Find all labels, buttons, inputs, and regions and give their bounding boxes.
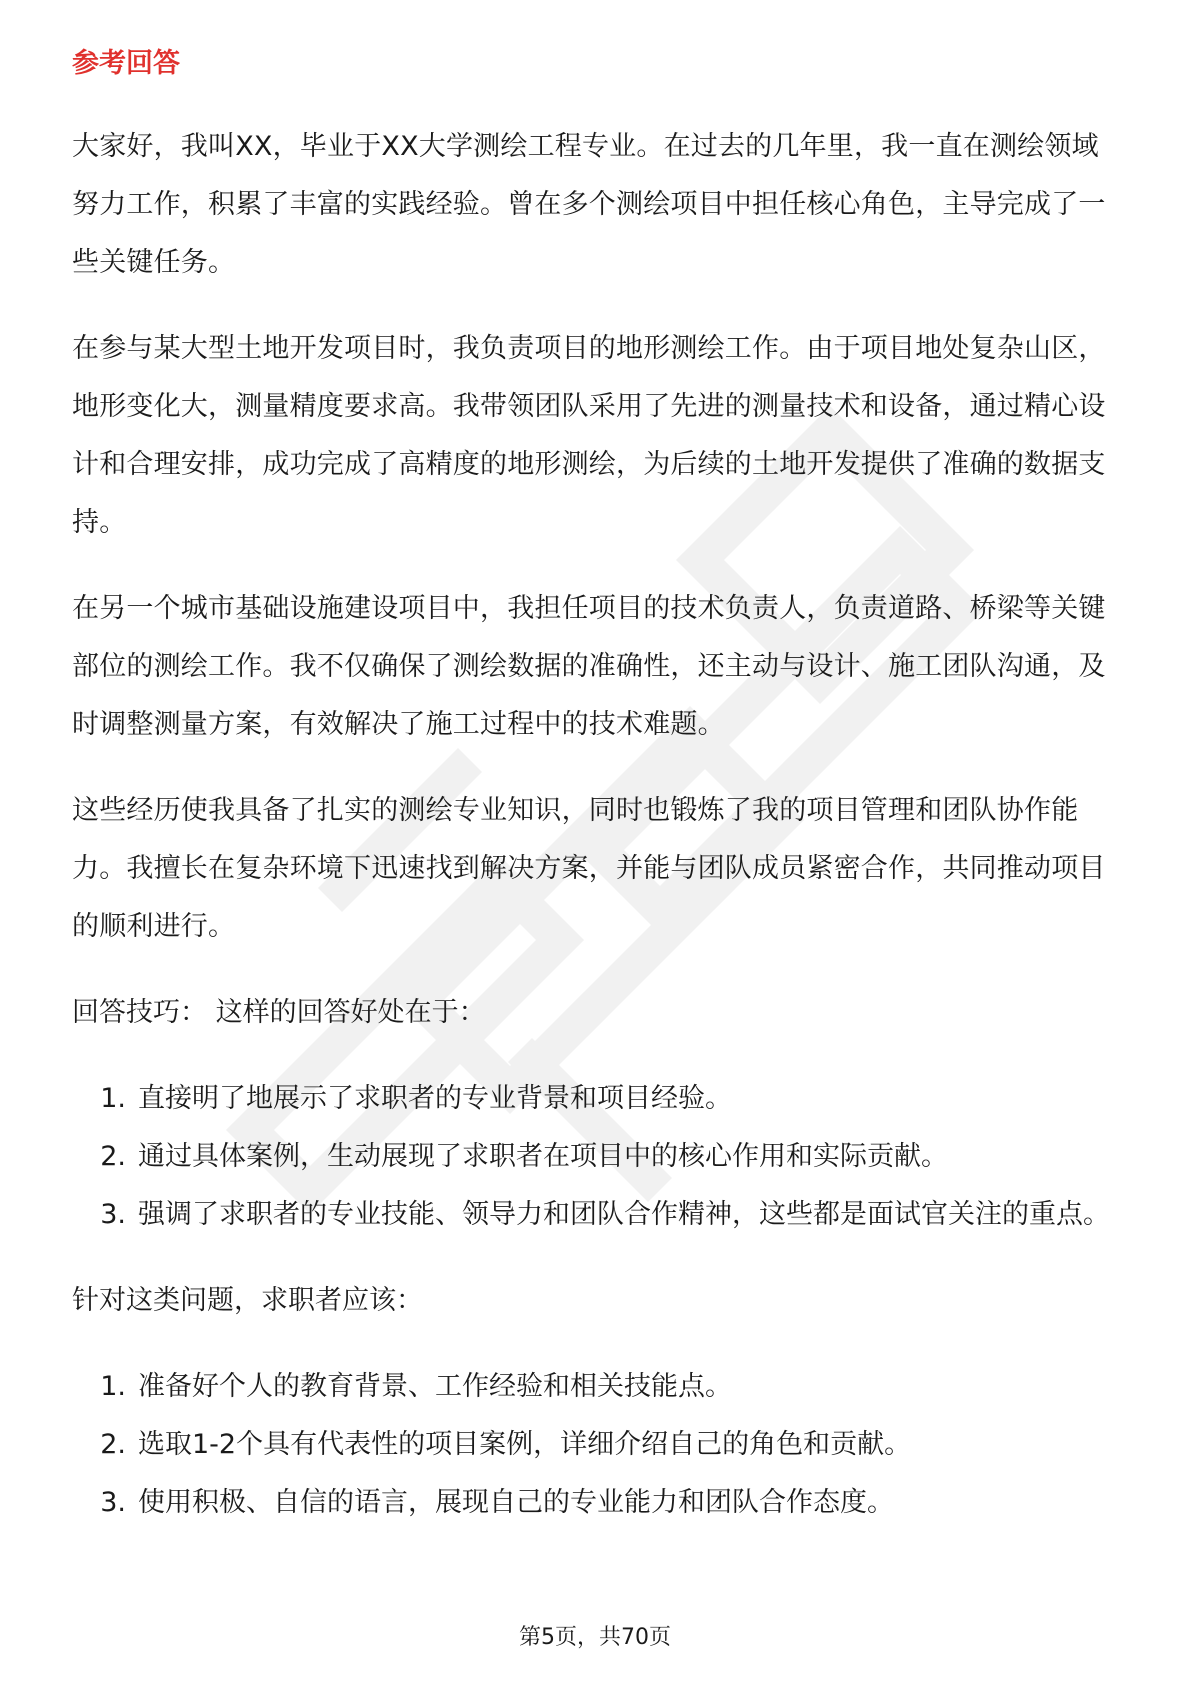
advice-list xyxy=(72,1358,1122,1532)
list-number: 2. xyxy=(100,1141,126,1172)
answer-paragraph-4: 这些经历使我具备了扎实的测绘专业知识，同时也锻炼了我的项目管理和团队协作能力。我擅长在复杂环境下迅速找到解决方案，并能与团队成员紧密合作，共同推动项目的顺利进行。 xyxy=(72,795,1106,942)
document-body xyxy=(72,44,1122,1560)
tips-lead: 回答技巧： 这样的回答好处在于： xyxy=(72,997,486,1028)
list-text: 通过具体案例，生动展现了求职者在项目中的核心作用和实际贡献。 xyxy=(138,1141,948,1172)
list-number: 1. xyxy=(100,1371,126,1402)
list-text: 准备好个人的教育背景、工作经验和相关技能点。 xyxy=(138,1371,732,1402)
answer-paragraph-2: 在参与某大型土地开发项目时，我负责项目的地形测绘工作。由于项目地处复杂山区，地形变化大，测量精度要求高。我带领团队采用了先进的测量技术和设备，通过精心设计和合理安排，成功完成了高精度的地形测绘，为后续的土地开发提供了准确的数据支持。 xyxy=(72,333,1106,538)
list-item xyxy=(72,1186,1122,1244)
list-item xyxy=(72,1128,1122,1186)
answer-paragraph-3: 在另一个城市基础设施建设项目中，我担任项目的技术负责人，负责道路、桥梁等关键部位的测绘工作。我不仅确保了测绘数据的准确性，还主动与设计、施工团队沟通，及时调整测量方案，有效解决了施工过程中的技术难题。 xyxy=(72,593,1106,740)
list-item xyxy=(72,1416,1122,1474)
list-text: 直接明了地展示了求职者的专业背景和项目经验。 xyxy=(138,1083,732,1114)
list-number: 3. xyxy=(100,1487,126,1518)
answer-paragraph-1: 大家好，我叫XX，毕业于XX大学测绘工程专业。在过去的几年里，我一直在测绘领域努力工作，积累了丰富的实践经验。曾在多个测绘项目中担任核心角色，主导完成了一些关键任务。 xyxy=(72,131,1106,278)
list-number: 2. xyxy=(100,1429,126,1460)
list-text: 选取1-2个具有代表性的项目案例，详细介绍自己的角色和贡献。 xyxy=(138,1429,912,1460)
advice-lead: 针对这类问题，求职者应该： xyxy=(72,1285,423,1316)
list-number: 1. xyxy=(100,1083,126,1114)
list-number: 3. xyxy=(100,1199,126,1230)
tips-list xyxy=(72,1070,1122,1244)
list-item xyxy=(72,1358,1122,1416)
page-number: 第5页，共70页 xyxy=(519,1625,671,1650)
list-item xyxy=(72,1070,1122,1128)
list-item xyxy=(72,1474,1122,1532)
list-text: 使用积极、自信的语言，展现自己的专业能力和团队合作态度。 xyxy=(138,1487,894,1518)
list-text: 强调了求职者的专业技能、领导力和团队合作精神，这些都是面试官关注的重点。 xyxy=(138,1199,1110,1230)
section-heading: 参考回答 xyxy=(72,48,180,79)
